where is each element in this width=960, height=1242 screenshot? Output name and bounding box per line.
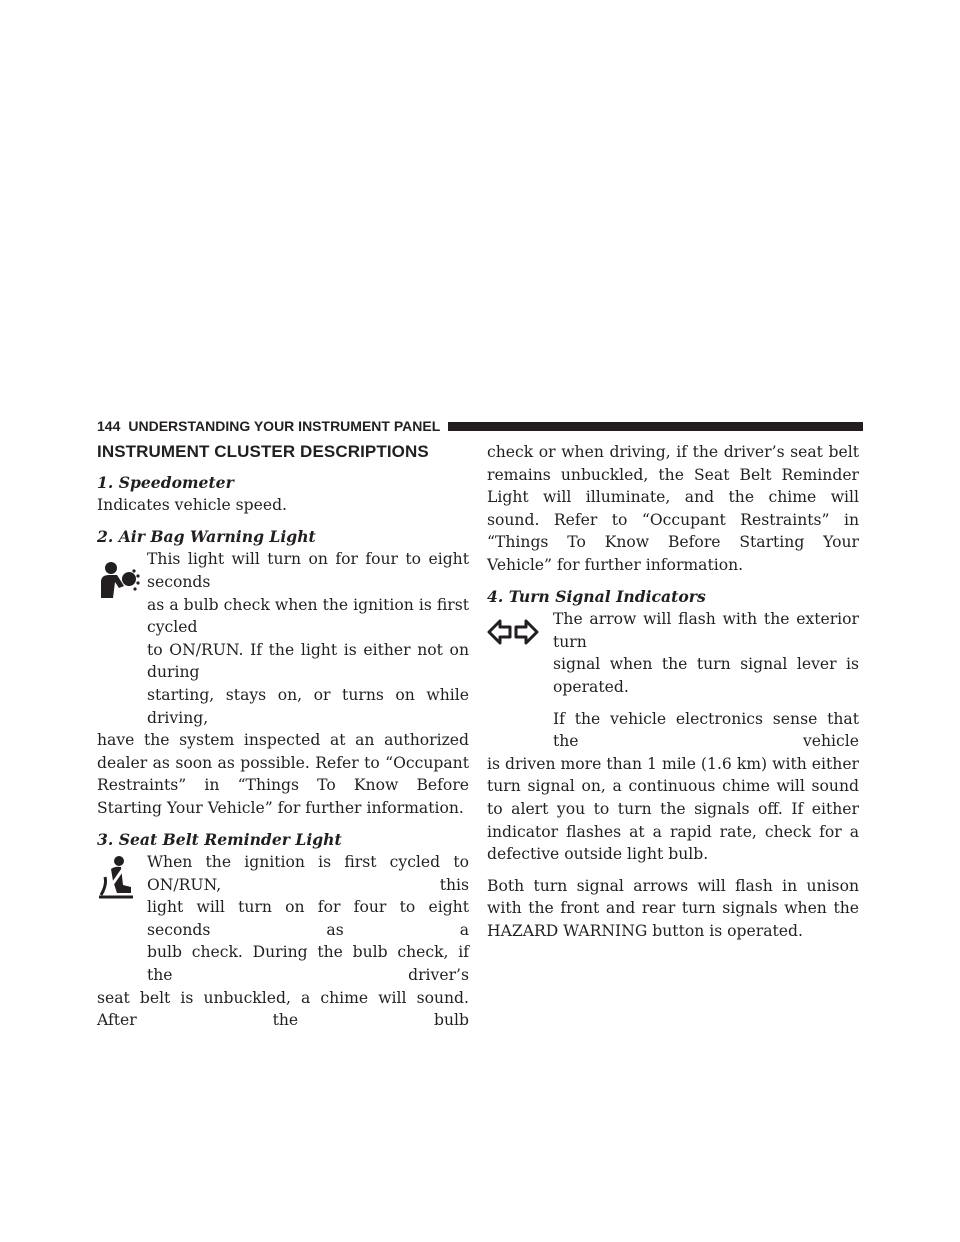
item-2-line-3: to ON/RUN. If the light is either not on during <box>147 640 469 682</box>
item-4-body <box>487 608 859 942</box>
item-4-p2-first-line: If the vehicle electronics sense that the vehicle <box>553 709 859 751</box>
seat-belt-reminder-icon <box>97 855 137 899</box>
item-2-continued: have the system inspected at an authorized dealer as soon as possible. Refer to “Occupant Restraints” in “Things To Know Before Starting Your Vehicle” for further information. <box>97 731 469 817</box>
air-bag-warning-icon <box>97 560 141 600</box>
item-4-line-2: signal when the turn signal lever is operated. <box>553 655 859 696</box>
item-2-line-4: starting, stays on, or turns on while driving, <box>147 685 469 727</box>
page-number: 144 <box>97 418 121 434</box>
item-4-p2-rest: is driven more than 1 mile (1.6 km) with either turn signal on, a continuous chime will sound to alert you to turn the signals off. If either indicator flashes at a rapid rate, check for a defective outside light bulb. <box>487 754 859 864</box>
item-2-body <box>97 548 469 819</box>
item-3-line-2: light will turn on for four to eight seconds as a <box>147 898 469 939</box>
item-4-heading: 4. Turn Signal Indicators <box>487 586 706 606</box>
left-column <box>97 441 469 1032</box>
item-3-body <box>97 851 469 1032</box>
item-2-heading: 2. Air Bag Warning Light <box>97 526 316 546</box>
page-header <box>97 416 863 436</box>
turn-signal-arrows-icon <box>487 618 539 646</box>
item-4-p3: Both turn signal arrows will flash in unison with the front and rear turn signals when the HAZARD WARNING button is operated. <box>487 876 859 940</box>
item-1-heading: 1. Speedometer <box>97 472 234 492</box>
item-3-continued-right: check or when driving, if the driver’s seat belt remains unbuckled, the Seat Belt Reminder Light will illuminate, and the chime will sound. Refer to “Occupant Restraints” in “Things To Know Before Starting Your Vehicle” for further information. <box>487 443 859 574</box>
chapter-title: UNDERSTANDING YOUR INSTRUMENT PANEL <box>128 418 441 434</box>
item-3-line-3: bulb check. During the bulb check, if the driver’s <box>147 943 469 985</box>
item-2-line-1: This light will turn on for four to eight seconds <box>147 550 469 591</box>
item-4-line-1: The arrow will flash with the exterior turn <box>553 610 859 651</box>
right-column <box>487 441 859 942</box>
item-3-continued: seat belt is unbuckled, a chime will sound. After the bulb <box>97 988 469 1030</box>
item-2-line-2: as a bulb check when the ignition is first cycled <box>147 595 469 637</box>
item-3-heading: 3. Seat Belt Reminder Light <box>97 829 342 849</box>
header-rule <box>448 422 863 431</box>
item-3-line-1: When the ignition is first cycled to ON/RUN, this <box>147 853 469 894</box>
item-1-text: Indicates vehicle speed. <box>97 496 288 515</box>
section-title: INSTRUMENT CLUSTER DESCRIPTIONS <box>97 442 429 461</box>
